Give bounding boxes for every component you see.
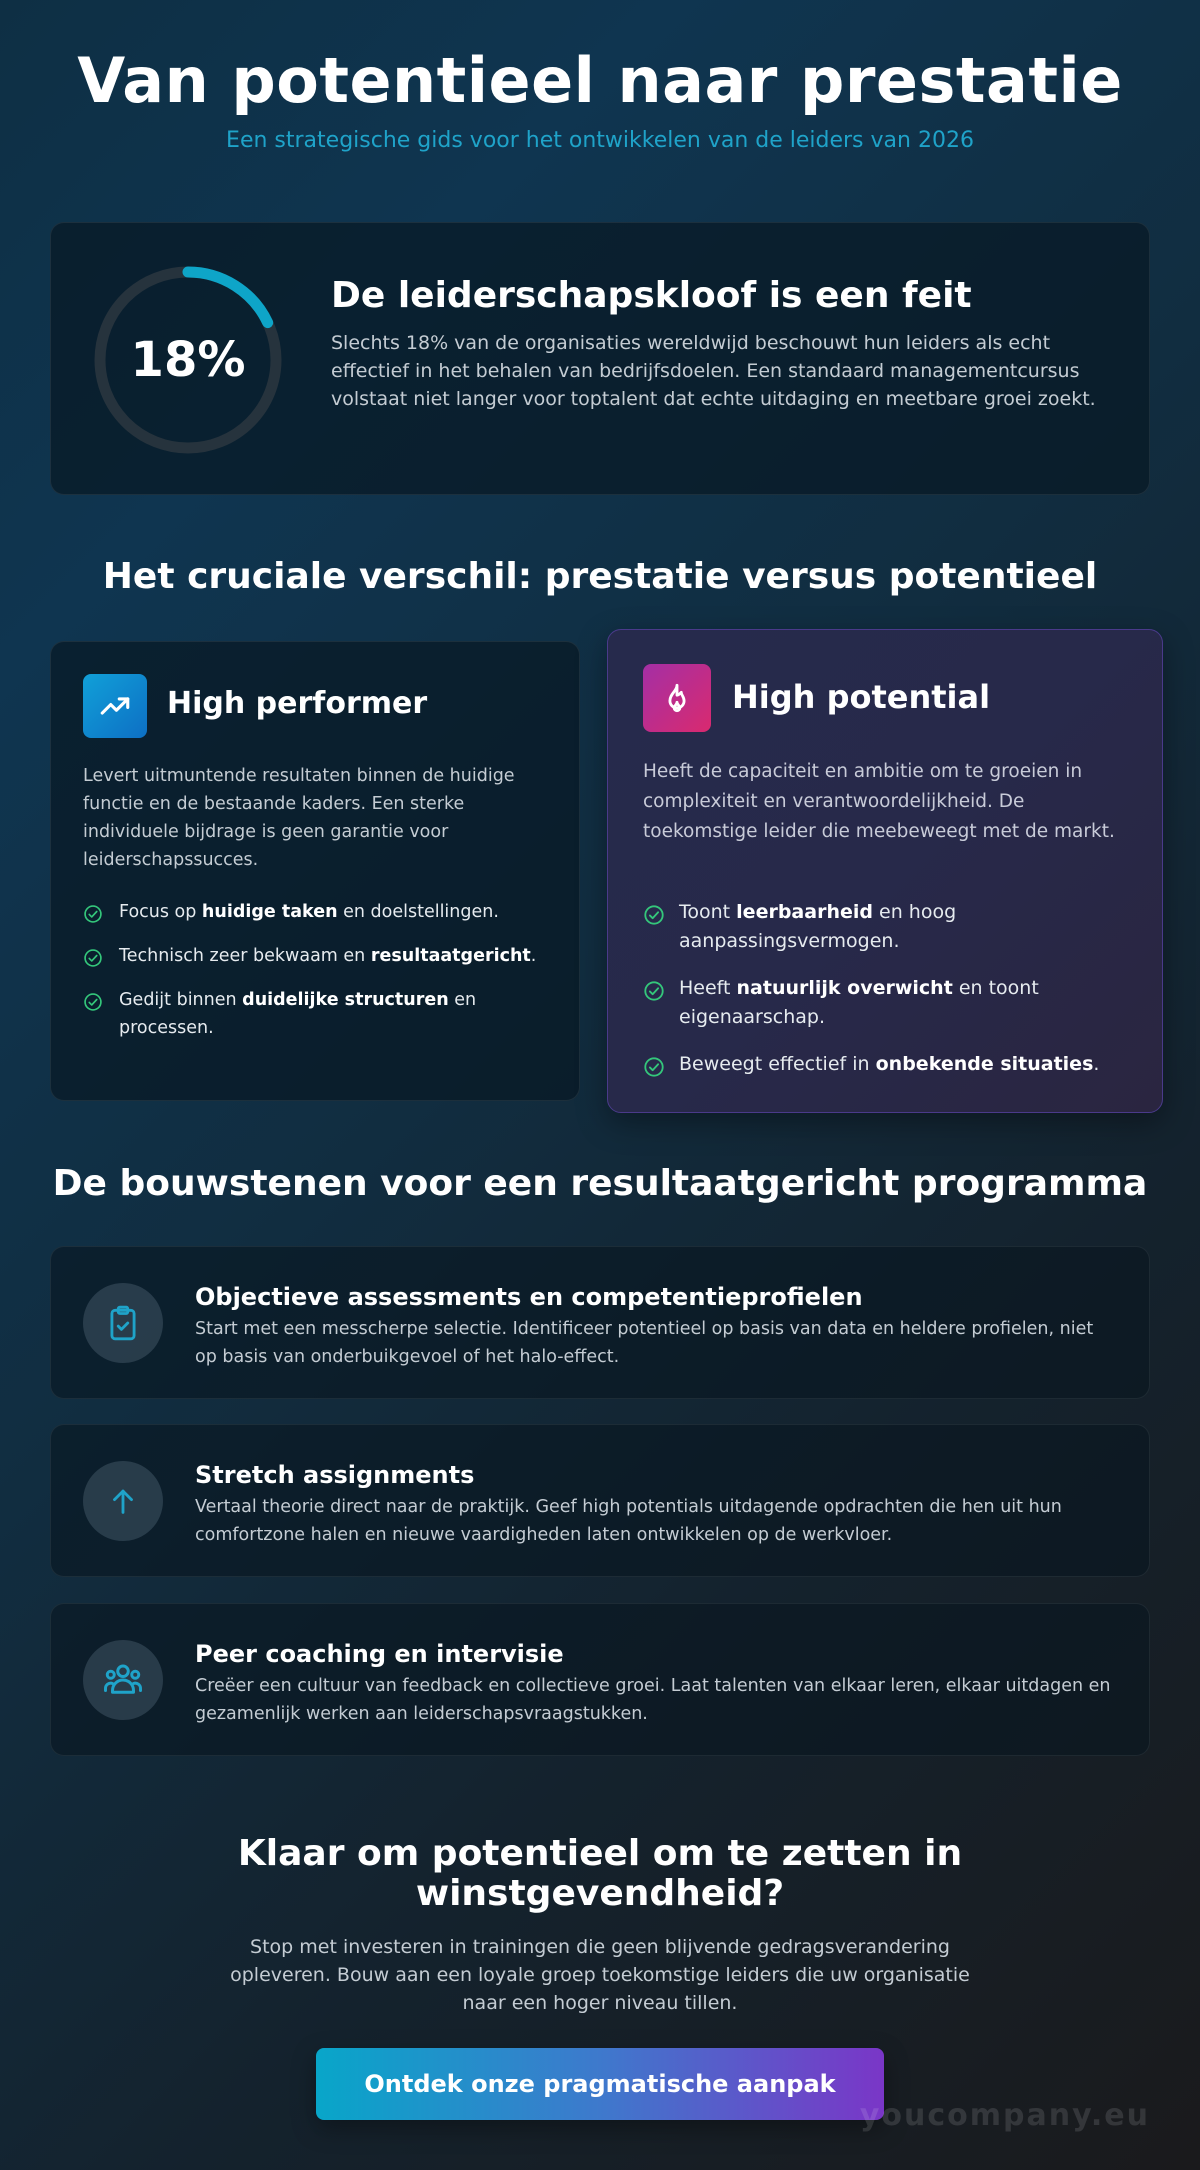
users-icon [83,1640,163,1720]
cta-body: Stop met investeren in trainingen die geen blijvende gedragsverandering opleveren. Bouw aan een loyale groep toekomstige leiders die uw organisatie naar een hoger niveau tillen. [230,1936,970,2014]
check-list-item [643,974,1143,1032]
check-circle-icon [643,1056,665,1078]
check-item-text: Toont [679,901,737,923]
check-item-text: en doelstellingen. [337,902,499,922]
check-item-emphasis: duidelijke structuren [242,990,449,1010]
check-circle-icon [83,948,103,968]
check-item-emphasis: leerbaarheid [736,901,873,923]
high-performer-list [83,898,553,1058]
check-item-emphasis: huidige taken [201,902,338,922]
check-item-text: Heeft [679,977,737,999]
feature-title: Objectieve assessments en competentieprofielen [195,1283,863,1311]
check-item-text: . [1093,1053,1100,1075]
high-performer-title: High performer [167,686,428,721]
check-item-text: Gedijt binnen [119,990,243,1010]
watermark-logo: youcompany.eu [859,2098,1150,2133]
page-subtitle: Een strategische gids voor het ontwikkelen van de leiders van 2026 [226,128,974,153]
check-item-text: en toont eigenaarschap. [679,977,1039,1028]
check-list-item [643,1050,1143,1079]
high-performer-card [50,641,580,1101]
check-list-item [643,898,1143,956]
compare-heading: Het cruciale verschil: prestatie versus potentieel [102,556,1098,597]
check-circle-icon [83,904,103,924]
check-item-emphasis: onbekende situaties [875,1053,1094,1075]
feature-title: Peer coaching en intervisie [195,1640,564,1668]
cta-button[interactable]: Ontdek onze pragmatische aanpak [316,2048,884,2120]
high-potential-list [643,898,1143,1097]
page-title: Van potentieel naar prestatie [77,44,1123,117]
cta-heading: Klaar om potentieel om te zetten in winstgevendheid? [237,1833,963,1914]
feature-peer-coaching [50,1603,1150,1756]
check-circle-icon [643,904,665,926]
high-potential-description: Heeft de capaciteit en ambitie om te groeien in complexiteit en verantwoordelijkheid. De toekomstige leider die meebeweegt met de markt. [643,761,1115,842]
feature-stretch-assignments [50,1424,1150,1577]
check-list-item [83,898,553,926]
clipboard-check-icon [83,1283,163,1363]
trending-up-icon [83,674,147,738]
check-circle-icon [83,992,103,1012]
feature-body: Vertaal theorie direct naar de praktijk. Geef high potentials uitdagende opdrachten die hen uit hun comfortzone halen en nieuwe vaardigheden laten ontwikkelen op de werkvloer. [195,1497,1062,1545]
high-potential-title: High potential [732,678,991,716]
check-list-item [83,986,553,1042]
check-item-text: en processen. [119,990,477,1038]
check-list-item [83,942,553,970]
feature-body: Start met een messcherpe selectie. Identificeer potentieel op basis van data en heldere profielen, niet op basis van onderbuikgevoel of het halo-effect. [195,1319,1094,1367]
feature-body: Creëer een cultuur van feedback en collectieve groei. Laat talenten van elkaar leren, elkaar uitdagen en gezamenlijk werken aan leiderschapsvraagstukken. [195,1676,1111,1724]
check-item-text: Technisch zeer bekwaam en [119,946,371,966]
flame-icon [643,664,711,732]
check-item-emphasis: resultaatgericht [370,946,531,966]
arrow-up-icon [83,1461,163,1541]
stat-heading: De leiderschapskloof is een feit [331,275,972,316]
high-potential-card [607,629,1163,1113]
stat-value: 18% [130,332,246,388]
stat-body: Slechts 18% van de organisaties wereldwijd beschouwt hun leiders als echt effectief in het behalen van bedrijfsdoelen. Een standaard managementcursus volstaat niet langer voor toptalent dat echte uitdaging en meetbare groei zoekt. [331,332,1096,410]
check-item-text: Beweegt effectief in [679,1053,876,1075]
check-item-text: en hoog aanpassingsvermogen. [679,901,957,952]
high-performer-description: Levert uitmuntende resultaten binnen de huidige functie en de bestaande kaders. Een sterke individuele bijdrage is geen garantie voor leiderschapssucces. [83,766,515,870]
stat-card [50,222,1150,495]
building-blocks-heading: De bouwstenen voor een resultaatgericht programma [52,1163,1148,1204]
check-item-emphasis: natuurlijk overwicht [736,977,953,999]
check-item-text: . [530,946,537,966]
check-item-text: Focus op [119,902,202,922]
feature-title: Stretch assignments [195,1461,475,1489]
check-circle-icon [643,980,665,1002]
feature-assessments [50,1246,1150,1399]
